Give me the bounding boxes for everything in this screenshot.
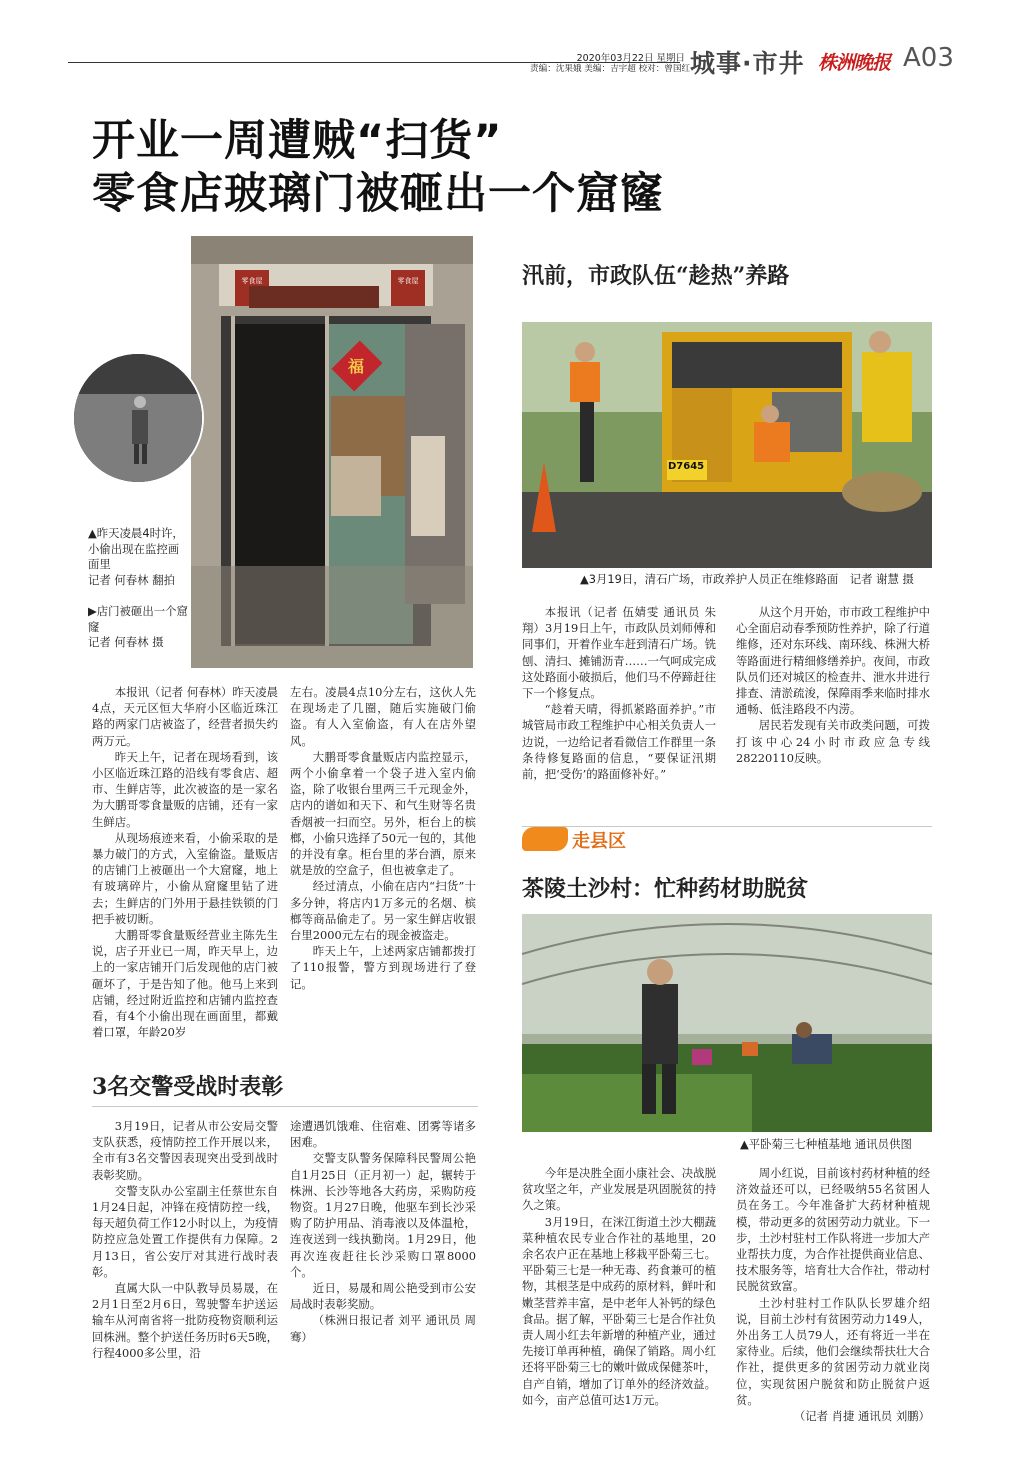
surveillance-inset bbox=[72, 352, 204, 484]
police-title-rule bbox=[92, 1106, 478, 1107]
police-story-title: 3名交警受战时表彰 bbox=[92, 1074, 284, 1100]
road-photo-caption: ▲3月19日，清石广场，市政养护人员正在维修路面 记者 谢慧 摄 bbox=[580, 572, 914, 586]
paper-logo: 株洲晚报 bbox=[818, 52, 891, 74]
main-story-col-2: 左右。凌晨4点10分左右，这伙人先在现场走了几圈，随后实施破门偷盗。有人入室偷盗，有人在店外望风。 大鹏哥零食量贩店内监控显示，两个小偷拿着一个袋子进入室内偷盗，除了收银台里两三千元现金外，店内的谱如和天下、和气生财等名贵香烟被一扫而空。另外，柜台上的槟榔，小偷只选择了50元一包的，其他的并没有拿。柜台里的茅台酒，原来就是放的空盒子，但也被拿走了。 经过清点，小偷在店内“扫货”十多分钟，将店内1万多元的名烟、槟榔等商品偷走了。另一家生鲜店收银台里2000元左右的现金被盗走。 昨天上午，上述两家店铺都拨打了110报警，警方到现场进行了登记。 bbox=[290, 685, 476, 991]
store-door-photo bbox=[191, 236, 473, 668]
county-tag: 走县区 bbox=[572, 831, 626, 852]
headline-line-1: 开业一周遭贼“扫货” bbox=[92, 116, 503, 166]
county-story-col-2: 周小红说，目前该村药材种植的经济效益还可以，已经吸纳55名贫困人员在务工。今年准备扩大药材种植规模，带动更多的贫困劳动力就业。下一步，土沙村驻村工作队将进一步加大产业帮扶力度，为合作社提供商业信息、技术服务等，培育壮大合作社，带动村民脱贫致富。 土沙村驻村工作队队长罗雄介绍说，目前土沙村有贫困劳动力149人，外出务工人员79人，还有将近一半在家待业。后续，他们会继续帮扶壮大合作社，提供更多的贫困劳动力就业岗位，实现贫困户脱贫和防止脱贫户返贫。 （记者 肖捷 通讯员 刘鹏） bbox=[736, 1166, 930, 1424]
police-story-col-1: 3月19日，记者从市公安局交警支队获悉，疫情防控工作开展以来，全市有3名交警因表现突出受到战时表彰奖励。 交警支队办公室副主任蔡世东自1月24日起，冲锋在疫情防控一线，每天超负荷工作12小时以上，为疫情防控应急处置工作提供有力保障。2月13日，省公安厅对其进行战时表彰。 直属大队一中队教导员易晟，在2月1日至2月6日，驾驶警车护送运输车从河南省将一批防疫物资顺利运回株洲。整个护送任务历时6天5晚，行程4000多公里，沿 bbox=[92, 1119, 278, 1360]
county-tag-bar bbox=[522, 826, 932, 853]
road-story-col-1: 本报讯（记者 伍婧雯 通讯员 朱翔）3月19日上午，市政队员刘师傅和同事们，开着作业车赶到清石广场。铣刨、清扫、摊铺沥青……一气呵成完成这处路面小破损后，他们马不停蹄赶往下一个修复点。 “趁着天晴，得抓紧路面养护。”市城管局市政工程维护中心相关负责人一边说，一边给记者看微信工作群里一条条待修复路面的信息，“要保证汛期前，把‘受伤’的路面修补好。” bbox=[522, 605, 716, 782]
road-story-col-2: 从这个月开始，市市政工程维护中心全面启动春季预防性养护，除了行道维修，还对东环线、南环线、株洲大桥等路面进行精细修缮养护。夜间，市政队员们还对城区的检查井、泄水井进行排查、清淤疏浚，保障雨季来临时排水通畅、低洼路段不内涝。 居民若发现有关市政类问题，可拨打该中心24小时市政应急专线28220110反映。 bbox=[736, 605, 930, 765]
greenhouse-photo bbox=[522, 914, 932, 1132]
headline-line-2: 零食店玻璃门被砸出一个窟窿 bbox=[92, 169, 664, 219]
shop-sign-right: 零食屋 bbox=[397, 277, 419, 285]
handshake-icon bbox=[522, 827, 568, 851]
shop-sign-left: 零食屋 bbox=[241, 277, 263, 285]
section-title: 城事·市井 bbox=[690, 49, 805, 78]
editors-line: 责编：沈果娥 美编：吉宇超 校对：曾国红 bbox=[530, 64, 691, 74]
page-number: A03 bbox=[903, 43, 954, 73]
road-story-title: 汛前，市政队伍“趁热”养路 bbox=[522, 263, 790, 289]
inset-caption-1: ▲昨天凌晨4时许，小偷出现在监控画面里 记者 何春林 翻拍 bbox=[88, 526, 184, 587]
greenhouse-caption: ▲平卧菊三七种植基地 通讯员供图 bbox=[740, 1137, 912, 1151]
fu-character: 福 bbox=[348, 357, 365, 376]
county-story-col-1: 今年是决胜全面小康社会、决战脱贫攻坚之年，产业发展是巩固脱贫的持久之策。 3月19日，在洣江街道土沙大棚蔬菜种植农民专业合作社的基地里，20余名农户正在基地上移栽平卧菊三七。平卧菊三七是一种无毒、药食兼可的植物，其根茎是中成药的原材料，鲜叶和嫩茎营养丰富，是中老年人补钙的绿色食品。据了解，平卧菊三七是合作社负责人周小红去年新增的种植产业，通过先接订单再种植，确保了销路。周小红还将平卧菊三七的嫩叶做成保健茶叶，自产自销，增加了订单外的经济效益。如今，亩产总值可达1万元。 bbox=[522, 1166, 716, 1407]
date-line: 2020年03月22日 星期日 bbox=[576, 53, 685, 64]
main-story-col-1: 本报讯（记者 何春林）昨天凌晨4点，天元区恒大华府小区临近珠江路的两家门店被盗了，经营者损失约两万元。 昨天上午，记者在现场看到，该小区临近珠江路的沿线有零食店、超市、生鲜店等，此次被盗的是一家名为大鹏哥零食量贩的店铺，还有一家生鲜店。 从现场痕迹来看，小偷采取的是暴力破门的方式，入室偷盗。量贩店的店铺门上被砸出一个大窟窿，地上有玻璃碎片，小偷从窟窿里钻了进去；生鲜店的门外用于悬挂铁锁的门把手被切断。 大鹏哥零食量贩经营业主陈先生说，店子开业已一周，昨天早上，边上的一家店铺开门后发现他的店门被砸坏了，于是告知了他。他马上来到店铺，经过附近监控和店铺内监控查看，有4个小偷出现在画面里，都戴着口罩，年龄20岁 bbox=[92, 685, 278, 1040]
road-repair-photo bbox=[522, 322, 932, 568]
inset-caption-2: ▶店门被砸出一个窟窿 记者 何春林 摄 bbox=[88, 604, 188, 649]
police-story-col-2: 途遭遇饥饿难、住宿难、团雾等诸多困难。 交警支队警务保障科民警周公艳自1月25日（正月初一）起，辗转于株洲、长沙等地各大药房，采购防疫物资。1月27日晚，他驱车到长沙采购了防护用品、消毒液以及体温枪，连夜送到一线执勤岗。1月29日，他再次连夜赶往长沙采购口罩8000个。 近日，易晟和周公艳受到市公安局战时表彰奖励。 （株洲日报记者 刘平 通讯员 周骞） bbox=[290, 1119, 476, 1344]
county-story-title: 茶陵土沙村：忙种药材助脱贫 bbox=[522, 876, 809, 902]
truck-plate: D7645 bbox=[668, 461, 705, 472]
